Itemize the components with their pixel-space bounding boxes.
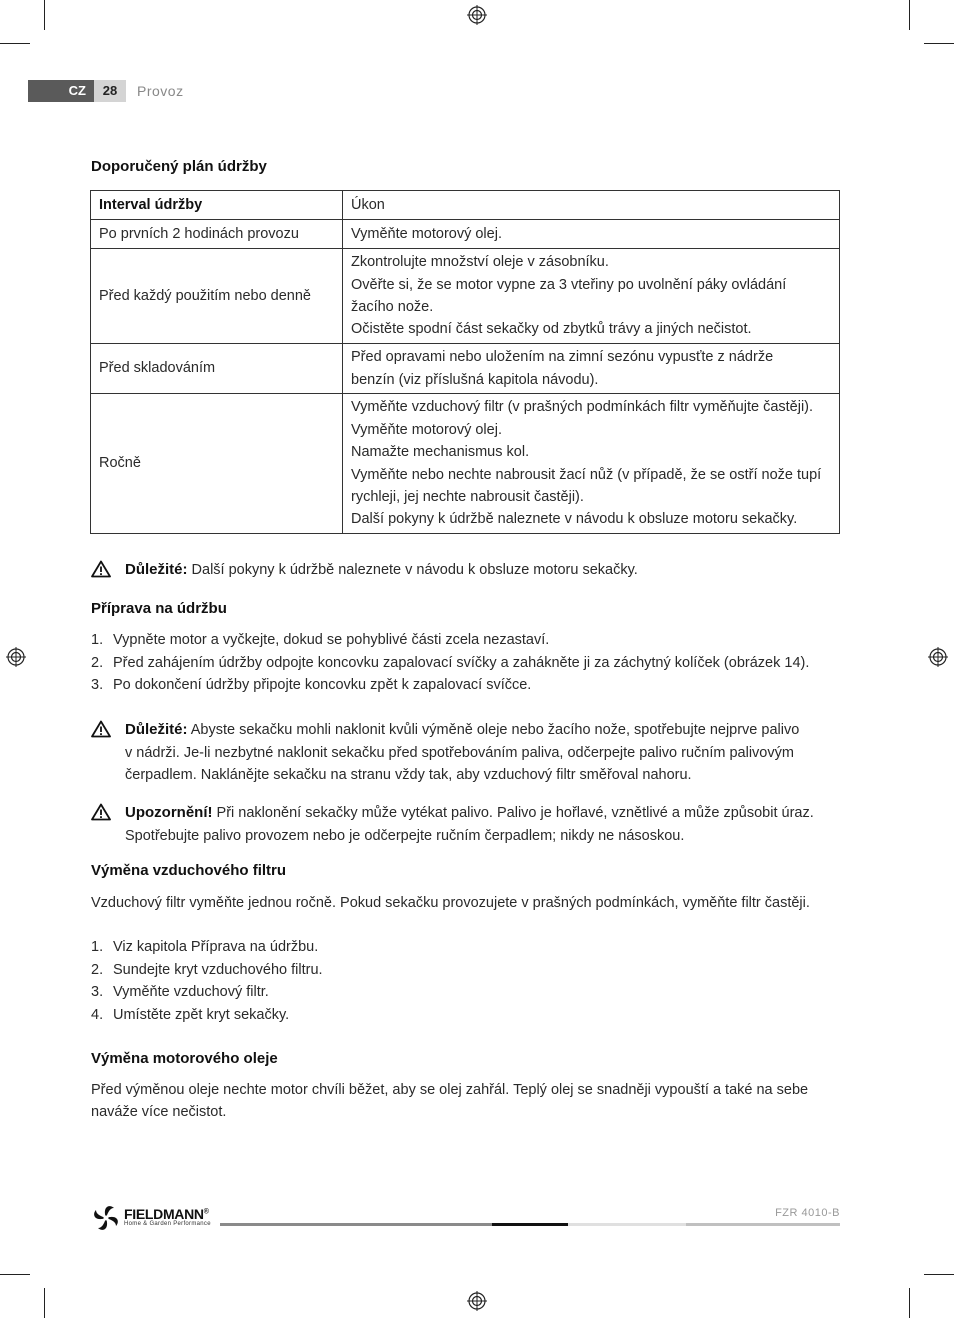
air-filter-list [91,936,323,1026]
warning-note: Upozornění! Při naklonění sekačky může vytékat palivo. Palivo je hořlavé, vznětlivé a může způsobit úraz. Spotřebujte palivo provozem nebo je odčerpejte ručním čerpadlem; nikdy ne násoskou. [91,802,843,847]
air-filter-intro: Vzduchový filtr vyměňte jednou ročně. Pokud sekačku provozujete v prašných podmínkách, vyměňte filtr častěji. [91,895,810,911]
crop-mark [924,43,954,44]
prep-list [91,629,809,697]
warning-icon [91,720,111,738]
model-number: FZR 4010-B [775,1207,840,1219]
registration-mark-icon [6,647,26,667]
table-header-row [91,191,840,220]
note-label: Důležité: [125,721,188,738]
action-cell: Zkontrolujte množství oleje v zásobníku. Ověřte si, že se motor vypne za 3 vteřiny po uvolnění páky ovládání žacího nože. Očistěte spodní část sekačky od zbytků trávy a jiných nečistot. [343,249,840,344]
registration-mark-icon [467,1291,487,1311]
registration-mark-icon [467,5,487,25]
brand-logo [90,1202,220,1234]
maintenance-table [90,190,840,534]
note-label: Důležité: [125,561,188,578]
footer-rule [686,1223,840,1226]
list-item: 2. Před zahájením údržby odpojte koncovku zapalovací svíčky a zahákněte ji za záchytný kolíček (obrázek 14). [91,654,810,671]
prep-title: Příprava na údržbu [91,600,227,617]
crop-mark [0,43,30,44]
brand-name: FIELDMANN® [124,1206,209,1222]
oil-title: Výměna motorového oleje [91,1050,278,1067]
language-tab: CZ [28,80,94,102]
list-item: 3. Po dokončení údržby připojte koncovku zpět k zapalovací svíčce. [91,677,532,693]
table-row [91,249,840,344]
important-note [91,559,843,582]
table-row [91,220,840,249]
section-title: Provoz [137,83,184,99]
list-item: 3. Vyměňte vzduchový filtr. [91,984,269,1000]
air-filter-title: Výměna vzduchového filtru [91,862,287,879]
footer-rule [220,1223,492,1226]
oil-text: Před výměnou oleje nechte motor chvíli běžet, aby se olej zahřál. Teplý olej se snadněji vypouští a také na sebe naváže více nečistot. [91,1082,809,1120]
action-cell: Vyměňte vzduchový filtr (v prašných podmínkách filtr vyměňujte častěji). Vyměňte motorový olej. Namažte mechanismus kol. Vyměňte nebo nechte nabrousit žací nůž (v případě, že se ostří nože tupí rychleji, jej nechte nabrousit častěji). Další pokyny k údržbě naleznete v návodu k obsluze motoru sekačky. [343,394,840,534]
footer-rule [492,1223,568,1226]
warning-icon [91,560,111,578]
list-item: 1. Viz kapitola Příprava na údržbu. [91,939,319,955]
action-cell: Vyměňte motorový olej. [343,220,840,249]
interval-cell: Před skladováním [91,344,343,394]
table-row [91,344,840,394]
action-cell: Před opravami nebo uložením na zimní sezónu vypusťte z nádrže benzín (viz příslušná kapitola návodu). [343,344,840,394]
list-item: 1. Vypněte motor a vyčkejte, dokud se pohyblivé části zcela nezastaví. [91,632,550,648]
brand-tagline: Home & Garden Performance [124,1221,211,1227]
crop-mark [44,0,45,30]
list-item: 2. Sundejte kryt vzduchového filtru. [91,961,323,978]
crop-mark [924,1274,954,1275]
interval-cell: Po prvních 2 hodinách provozu [91,220,343,249]
schedule-title: Doporučený plán údržby [91,158,267,175]
page-number: 28 [94,80,126,102]
registration-mark-icon [928,647,948,667]
table-row [91,394,840,534]
column-header-action: Úkon [343,191,840,220]
crop-mark [0,1274,30,1275]
crop-mark [44,1288,45,1318]
interval-cell: Ročně [91,394,343,534]
warning-icon [91,803,111,821]
interval-cell: Před každý použitím nebo denně [91,249,343,344]
important-note: Důležité: Abyste sekačku mohli naklonit kvůli výměně oleje nebo žacího nože, spotřebujte nejprve palivo v nádrži. Je-li nezbytné naklonit sekačku před spotřebováním paliva, odčerpejte palivo ručním palivovým čerpadlem. Naklánějte sekačku na stranu vždy tak, aby vzduchový filtr směřoval nahoru. [91,719,843,787]
note-label: Upozornění! [125,804,213,821]
crop-mark [909,1288,910,1318]
footer-rule [568,1223,686,1226]
list-item: 4. Umístěte zpět kryt sekačky. [91,1006,290,1023]
crop-mark [909,0,910,30]
column-header-interval: Interval údržby [91,191,343,220]
note-text: Další pokyny k údržbě naleznete v návodu k obsluze motoru sekačky. [191,562,638,578]
fan-logo-icon [90,1202,122,1234]
